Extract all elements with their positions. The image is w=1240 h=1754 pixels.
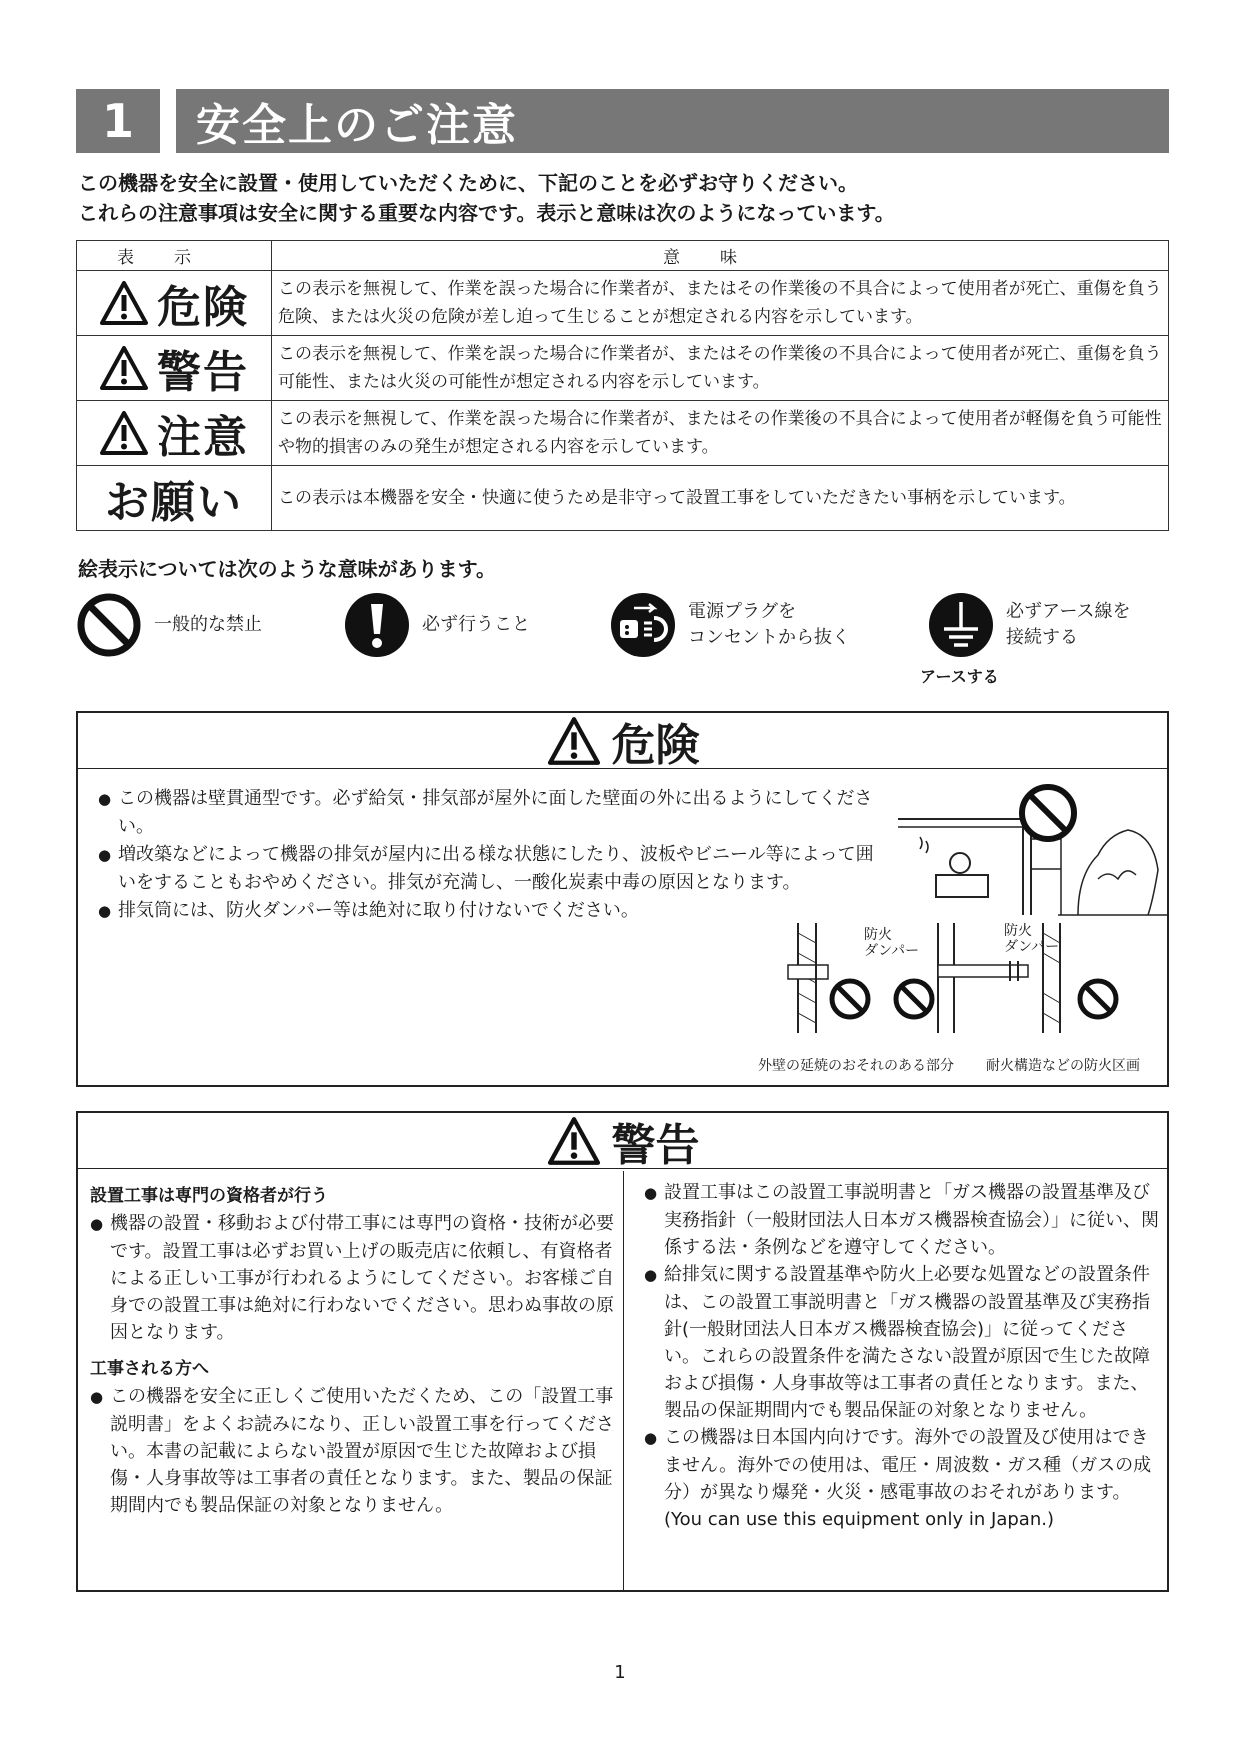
unplug-icon <box>610 592 676 658</box>
list-item: ● 増改築などによって機器の排気が屋内に出る様な状態にしたり、波板やビニール等によって囲いをすることもおやめください。排気が充満し、一酸化炭素中毒の原因となります。 <box>98 841 888 897</box>
warning-left-column <box>90 1179 614 1519</box>
fire-damper-illustration <box>778 923 1168 1053</box>
col-header-display: 表示 <box>77 241 272 271</box>
warning-triangle-icon <box>546 1116 602 1166</box>
danger-box <box>76 711 1169 1087</box>
list-item: ● 給排気に関する設置基準や防火上必要な処置などの設置条件は、この設置工事説明書と「ガス機器の設置基準及び実務指針(一般財団法人日本ガス機器検査協会)」に従ってください。これらの設置条件を満たさない設置が原因で生じた故障および損傷・人身事故等は工事者の責任となります。また、製品の保証期間内でも製品保証の対象となりません。 <box>644 1261 1162 1424</box>
meaning-request: この表示は本機器を安全・快適に使うため是非守って設置工事をしていただきたい事柄を示しています。 <box>272 466 1169 531</box>
warning-right-column <box>644 1179 1162 1533</box>
list-item: ● この機器は日本国内向けです。海外での設置及び使用はできません。海外での使用は、電圧・周波数・ガス種（ガスの成分）が異なり爆発・火災・感電事故のおそれがあります。(You can use this equipment only in Japan.) <box>644 1424 1162 1533</box>
warning-box <box>76 1111 1169 1592</box>
label-request: お願い <box>77 466 272 531</box>
danger-title: 危険 <box>78 713 1167 769</box>
pictogram-label: 必ず行うこと <box>422 614 530 635</box>
enclosure-prohibited-illustration <box>898 779 1168 919</box>
meaning-warning: この表示を無視して、作業を誤った場合に作業者が、またはその作業後の不具合によって使用者が死亡、重傷を負う可能性、または火災の可能性が想定される内容を示しています。 <box>272 336 1169 401</box>
warning-triangle-icon <box>99 345 149 391</box>
pictogram-heading: 絵表示については次のような意味があります。 <box>78 557 496 581</box>
signal-word-table <box>76 240 1169 531</box>
label-caution: 注意 <box>77 401 272 466</box>
warning-triangle-icon <box>546 716 602 766</box>
meaning-caution: この表示を無視して、作業を誤った場合に作業者が、またはその作業後の不具合によって使用者が軽傷を負う可能性や物的損害のみの発生が想定される内容を示しています。 <box>272 401 1169 466</box>
ground-caption: アースする <box>920 667 999 686</box>
section-number: 1 <box>76 89 160 153</box>
intro-text <box>78 168 895 228</box>
list-item: ● 排気筒には、防火ダンパー等は絶対に取り付けないでください。 <box>98 897 888 925</box>
intro-line-2: これらの注意事項は安全に関する重要な内容です。表示と意味は次のようになっています。 <box>78 201 895 225</box>
pictogram-label: 必ずアース線を 接続する <box>1006 601 1131 648</box>
intro-line-1: この機器を安全に設置・使用していただくために、下記のことを必ずお守りください。 <box>78 171 858 195</box>
pictogram-label: 電源プラグを コンセントから抜く <box>688 601 850 648</box>
danger-list <box>98 785 888 925</box>
mandatory-icon <box>344 592 410 658</box>
subheading: 設置工事は専門の資格者が行う <box>90 1186 328 1206</box>
warning-title: 警告 <box>78 1113 1167 1169</box>
list-item: ● 機器の設置・移動および付帯工事には専門の資格・技術が必要です。設置工事は必ずお買い上げの販売店に依頼し、有資格者による正しい工事が行われるようにしてください。お客様ご自身での設置工事は絶対に行わないでください。思わぬ事故の原因となります。 <box>90 1210 614 1346</box>
col-header-meaning: 意味 <box>272 241 1169 271</box>
pictogram-mandatory <box>344 592 530 658</box>
damper-label-left: 防火 ダンパー <box>864 927 920 959</box>
label-danger: 危険 <box>77 271 272 336</box>
list-item: ● この機器は壁貫通型です。必ず給気・排気部が屋外に面した壁面の外に出るようにしてください。 <box>98 785 888 841</box>
caption-exterior-wall: 外壁の延焼のおそれのある部分 <box>758 1058 954 1074</box>
pictogram-ground <box>928 592 1131 658</box>
page-number: 1 <box>614 1662 626 1683</box>
meaning-danger: この表示を無視して、作業を誤った場合に作業者が、またはその作業後の不具合によって使用者が死亡、重傷を負う危険、または火災の危険が差し迫って生じることが想定される内容を示しています。 <box>272 271 1169 336</box>
damper-label-right: 防火 ダンパー <box>1004 923 1060 955</box>
subheading: 工事される方へ <box>90 1359 209 1379</box>
prohibition-icon <box>76 592 142 658</box>
warning-triangle-icon <box>99 410 149 456</box>
section-title: 安全上のご注意 <box>176 89 1169 153</box>
column-divider <box>623 1171 624 1592</box>
list-item: ● この機器を安全に正しくご使用いただくため、この「設置工事説明書」をよくお読みになり、正しい設置工事を行ってください。本書の記載によらない設置が原因で生じた故障および損傷・人身事故等は工事者の責任となります。また、製品の保証期間内でも製品保証の対象となりません。 <box>90 1383 614 1519</box>
pictogram-label: 一般的な禁止 <box>154 614 262 635</box>
caption-fire-compartment: 耐火構造などの防火区画 <box>986 1058 1140 1074</box>
label-warning: 警告 <box>77 336 272 401</box>
pictogram-prohibition <box>76 592 262 658</box>
ground-icon <box>928 592 994 658</box>
pictogram-unplug <box>610 592 850 658</box>
warning-triangle-icon <box>99 280 149 326</box>
list-item: ● 設置工事はこの設置工事説明書と「ガス機器の設置基準及び実務指針（一般財団法人日本ガス機器検査協会）」に従い、関係する法・条例などを遵守してください。 <box>644 1179 1162 1261</box>
